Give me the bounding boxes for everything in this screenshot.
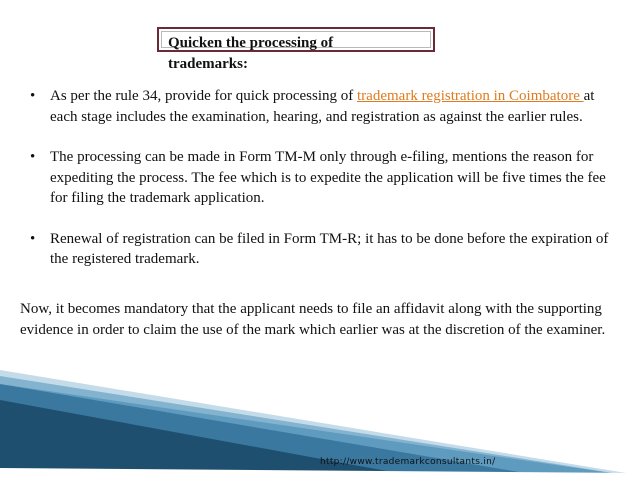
bullet-dot: • — [30, 149, 36, 165]
closing-paragraph: Now, it becomes mandatory that the applicant needs to file an affidavit along with the supporting evidence in order to claim the use of the mark which earlier was at the discretion of the examiner. — [20, 301, 606, 338]
slide-title-line1: Quicken the processing of — [168, 35, 334, 51]
bullet-text: As per the rule 34, provide for quick processing of — [50, 88, 358, 104]
trademark-registration-link[interactable]: trademark registration in Coimbatore — [357, 88, 584, 104]
slide-title — [168, 33, 368, 75]
bullet-list — [30, 86, 610, 290]
bullet-item-renewal — [30, 229, 610, 270]
bullet-item-rule34 — [30, 86, 610, 127]
bullet-dot: • — [30, 230, 36, 247]
footer-website-url[interactable]: http://www.trademarkconsultants.in/ — [320, 457, 496, 467]
decorative-wave-graphic — [0, 370, 638, 479]
slide-title-line2: trademarks: — [168, 56, 248, 72]
bullet-item-form-tmm — [30, 147, 610, 209]
bullet-text: The processing can be made in Form TM-M only through e-filing, mentions the reason for expediting the process. The fee which is to expedite the application will be five times the fee for filing the trademark application. — [50, 149, 606, 206]
bullet-text: Renewal of registration can be filed in Form TM-R; it has to be done before the expiration of the registered trademark. — [50, 230, 609, 267]
bullet-dot: • — [30, 88, 36, 104]
bullet-text: at each stage includes the examination, hearing, and registration as against the earlier rules. — [50, 88, 595, 125]
